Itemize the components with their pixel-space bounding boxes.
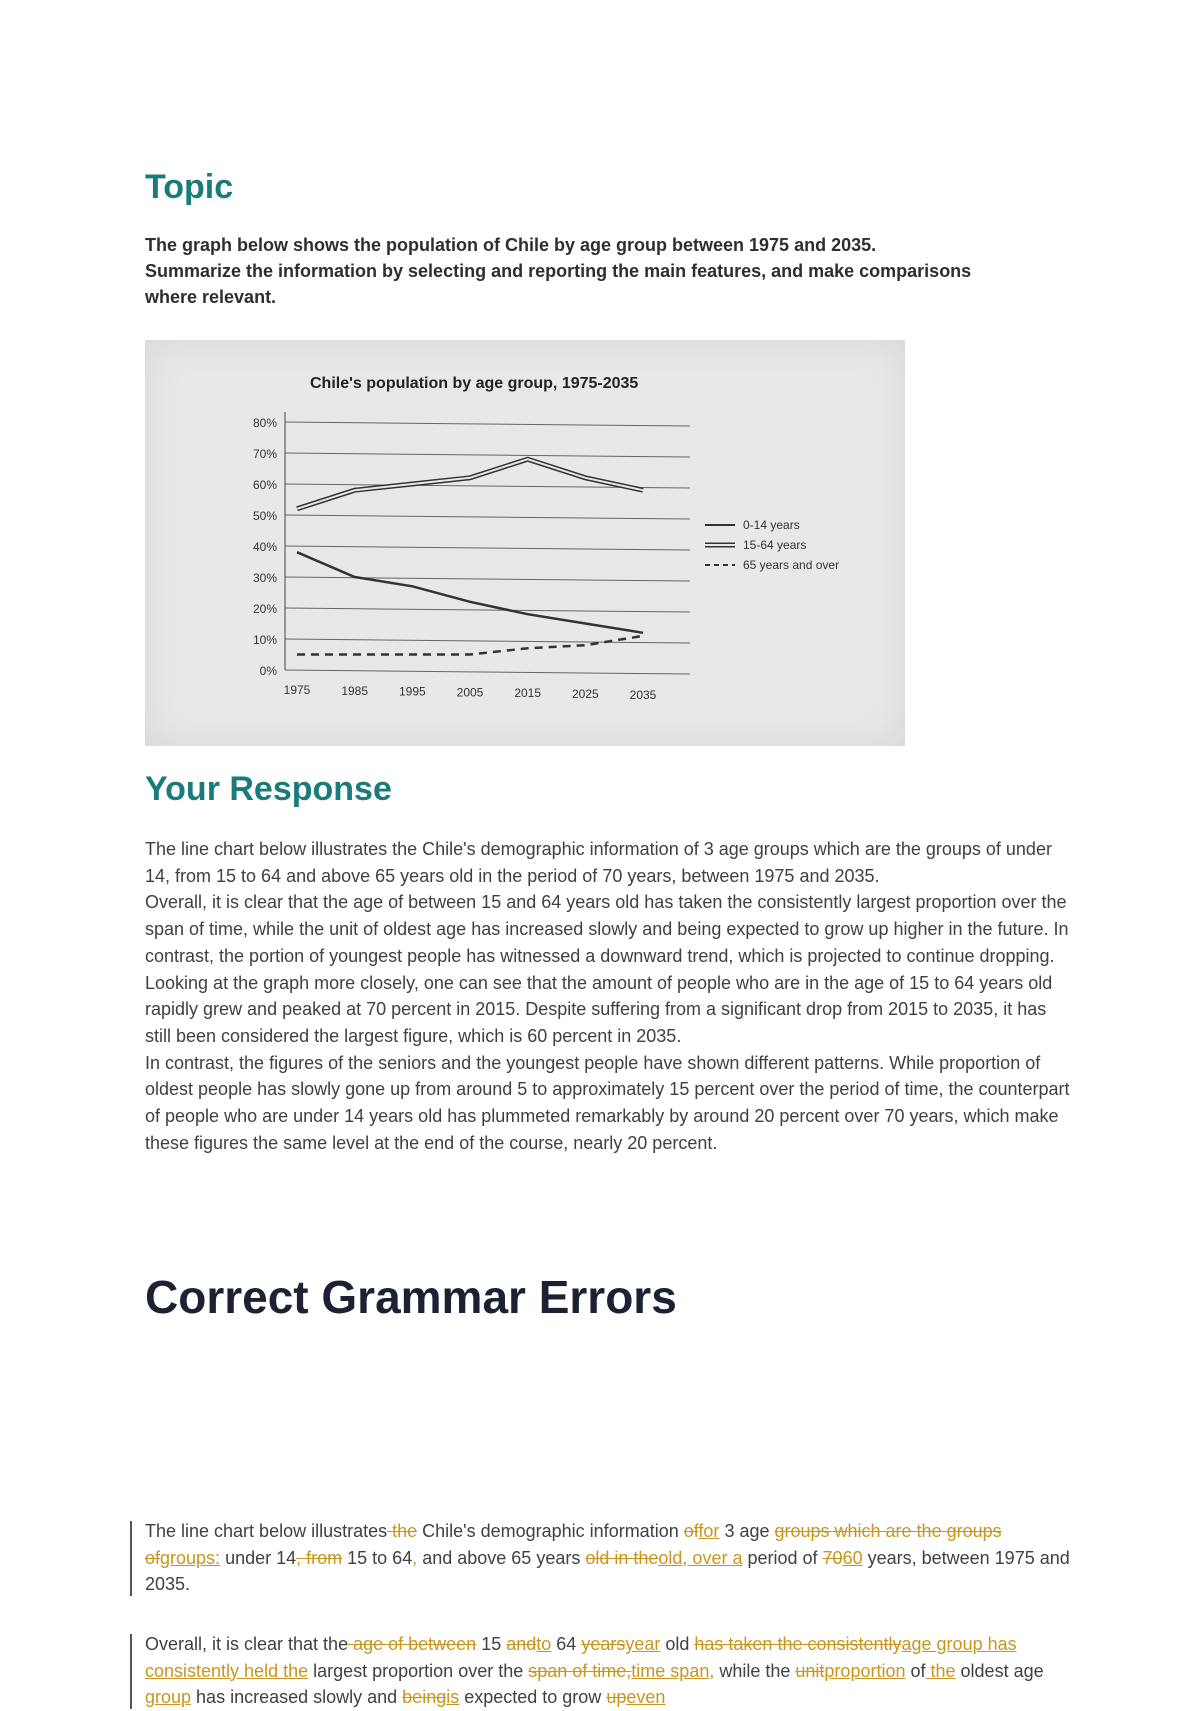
deleted-text: years (581, 1634, 626, 1654)
y-tick-label: 60% (252, 478, 277, 492)
inserted-text: year (625, 1634, 661, 1654)
inserted-text: , (412, 1547, 418, 1568)
plain-text: period of (742, 1547, 823, 1568)
x-tick-label: 1975 (283, 683, 311, 697)
correction-paragraph (145, 1518, 1075, 1598)
paragraph-marker (130, 1521, 132, 1596)
plain-text: oldest age (955, 1660, 1044, 1681)
series-line-15-64 (297, 459, 643, 509)
plain-text: and above 65 years (417, 1547, 586, 1568)
inserted-text: 60 (842, 1547, 863, 1568)
legend-label: 65 years and over (743, 558, 840, 572)
plain-text: under 14 (220, 1547, 297, 1568)
deleted-text: groups which are the groups of (145, 1521, 1002, 1568)
plain-text: years, between 1975 and 2035. (145, 1547, 1070, 1595)
deleted-text: age of between (348, 1634, 477, 1654)
response-paragraph: Overall, it is clear that the age of between 15 and 64 years old has taken the consistently largest proportion over the span of time, while the unit of oldest age has increased slowly and being expected to grow up higher in the future. In contrast, the portion of youngest people has witnessed a downward trend, which is projected to continue dropping. (145, 892, 1069, 966)
response-heading: Your Response (145, 770, 392, 808)
gridline (285, 546, 690, 550)
gridline (285, 639, 690, 643)
x-tick-label: 2015 (514, 686, 542, 701)
inserted-text: is (446, 1687, 460, 1708)
y-tick-label: 30% (252, 571, 277, 585)
x-tick-label: 1985 (341, 683, 369, 698)
y-tick-label: 0% (259, 664, 277, 678)
plain-text: of (905, 1660, 926, 1681)
line-chart (145, 340, 905, 746)
correction-paragraph (145, 1631, 1075, 1711)
legend-label: 0-14 years (743, 518, 800, 532)
y-tick-label: 10% (252, 633, 277, 647)
plain-text: The line chart below illustrates (145, 1521, 388, 1541)
y-tick-label: 80% (252, 416, 277, 430)
y-tick-label: 20% (252, 602, 277, 616)
inserted-text: old, over a (658, 1547, 743, 1568)
plain-text: 3 age (719, 1521, 775, 1541)
series-line-15-64-inner (297, 459, 643, 509)
inserted-text: age group has consistently held the (145, 1634, 1017, 1681)
topic-heading: Topic (145, 168, 234, 206)
deleted-text: and (506, 1634, 537, 1654)
correction-text (145, 1518, 1075, 1598)
topic-prompt: The graph below shows the population of Chile by age group between 1975 and 2035. Summarize the information by selecting and reporting the main features, and make comparisons where relevant. (145, 235, 972, 307)
y-tick-label: 50% (252, 509, 277, 523)
plain-text: Overall, it is clear that the (145, 1634, 349, 1654)
series-line-65-plus (297, 636, 643, 655)
plain-text: expected to grow (459, 1687, 607, 1708)
inserted-text: for (698, 1521, 720, 1541)
response-paragraph: Looking at the graph more closely, one can see that the amount of people who are in the age of 15 to 64 years old rapidly grew and peaked at 70 percent in 2015. Despite suffering from a significant drop from 2015 to 2035, it has still been considered the largest figure, which is 60 percent in 2035. (145, 972, 1053, 1046)
inserted-text: group (145, 1687, 192, 1708)
inserted-text: proportion (824, 1660, 906, 1681)
deleted-text: , from (296, 1547, 343, 1568)
plain-text: old (660, 1634, 695, 1654)
x-tick-label: 2005 (456, 685, 484, 700)
deleted-text: the (387, 1521, 418, 1541)
deleted-text: unit (795, 1660, 825, 1681)
deleted-text: old in the (585, 1547, 659, 1568)
gridline (285, 608, 690, 612)
response-essay (145, 836, 1075, 1156)
plain-text: has increased slowly and (191, 1687, 403, 1708)
legend-label: 15-64 years (743, 538, 807, 552)
plain-text: 15 (476, 1634, 507, 1654)
inserted-text: even (626, 1687, 666, 1708)
deleted-text: being (402, 1687, 447, 1708)
inserted-text: time span, (631, 1660, 715, 1681)
inserted-text: the (925, 1660, 956, 1681)
gridline (285, 453, 690, 457)
inserted-text: groups: (160, 1547, 221, 1568)
correction-text (145, 1631, 1075, 1711)
plain-text: 15 to 64 (342, 1547, 413, 1568)
grammar-heading: Correct Grammar Errors (145, 1271, 677, 1323)
response-paragraph: In contrast, the figures of the seniors and the youngest people have shown different patterns. While proportion of oldest people has slowly gone up from around 5 to approximately 15 percent over the period of time, the counterpart of people who are under 14 years old has plummeted remarkably by around 20 percent over 70 years, which make these figures the same level at the end of the course, nearly 20 percent. (145, 1052, 1070, 1153)
deleted-text: 70 (822, 1547, 843, 1568)
gridline (285, 670, 690, 674)
y-tick-label: 40% (252, 540, 277, 554)
plain-text: Chile's demographic information (417, 1521, 684, 1541)
response-paragraph: The line chart below illustrates the Chile's demographic information of 3 age groups which are the groups of under 14, from 15 to 64 and above 65 years old in the period of 70 years, between 1975 and 2035. (145, 839, 1052, 886)
paragraph-marker (130, 1634, 132, 1709)
chart-title: Chile's population by age group, 1975-2035 (310, 375, 639, 392)
chart-photo (145, 340, 905, 746)
deleted-text: has taken the consistently (694, 1634, 902, 1654)
x-tick-label: 2035 (629, 687, 657, 702)
gridline (285, 515, 690, 519)
inserted-text: to (536, 1634, 552, 1654)
gridline (285, 422, 690, 426)
series-line-0-14 (297, 552, 643, 633)
plain-text: 64 (551, 1634, 582, 1654)
deleted-text: up (606, 1687, 627, 1708)
y-tick-label: 70% (252, 447, 277, 461)
x-tick-label: 1995 (398, 684, 426, 699)
deleted-text: span of time, (528, 1660, 632, 1681)
plain-text: largest proportion over the (308, 1660, 529, 1681)
plain-text: while the (714, 1660, 796, 1681)
gridline (285, 577, 690, 581)
deleted-text: of (683, 1521, 699, 1541)
x-tick-label: 2025 (571, 687, 599, 701)
